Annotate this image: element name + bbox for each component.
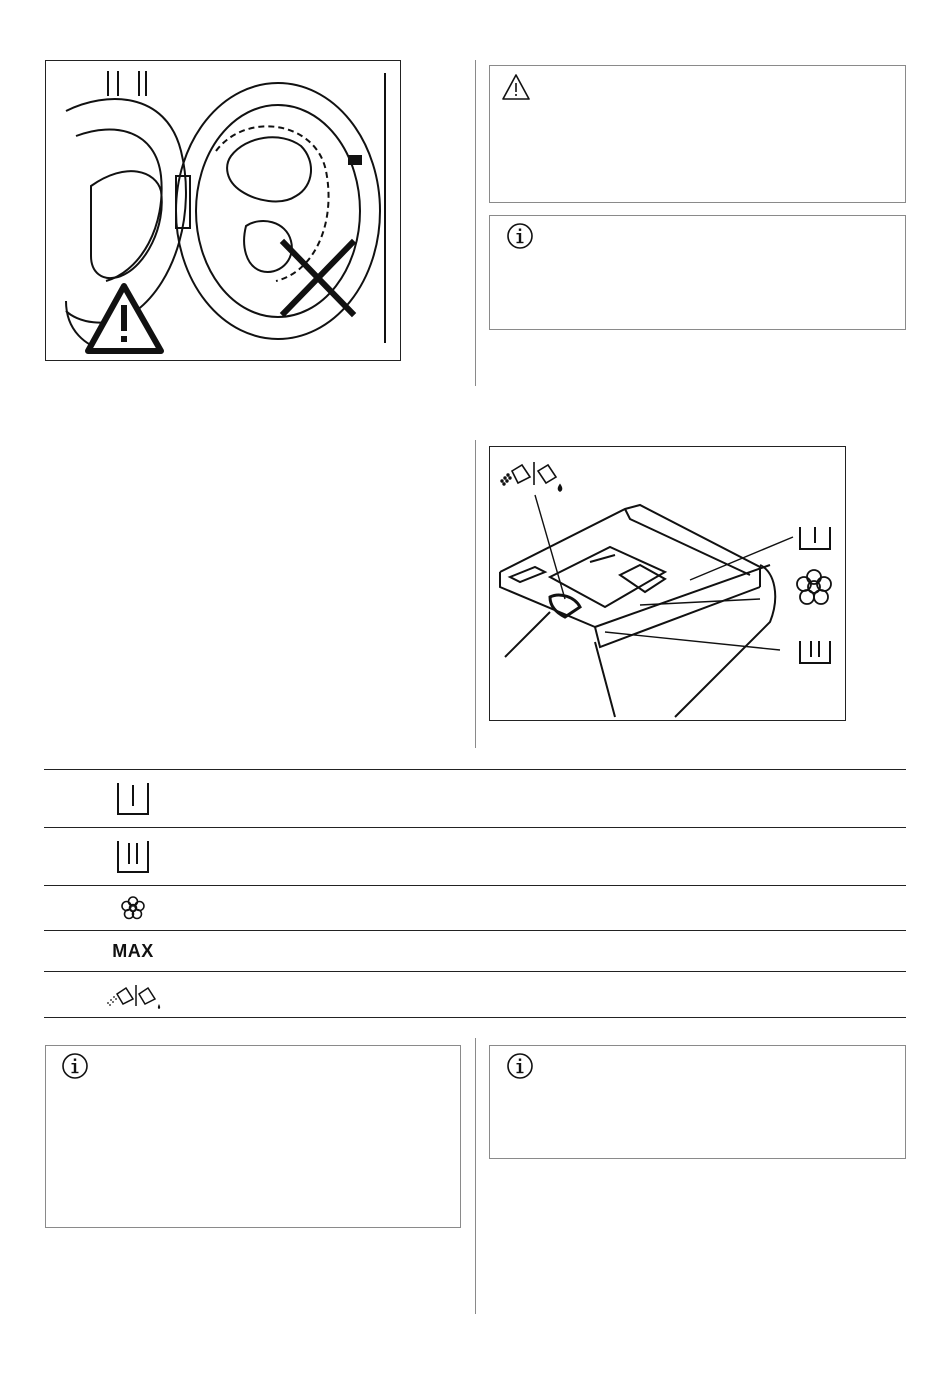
dispenser-figure bbox=[489, 446, 846, 721]
info-icon bbox=[61, 1052, 89, 1080]
compartment-II-icon bbox=[115, 837, 151, 875]
door-warning-figure bbox=[45, 60, 401, 361]
compartment-I-icon bbox=[115, 779, 151, 817]
column-divider-top bbox=[475, 60, 476, 386]
powder-liquid-icon bbox=[501, 462, 561, 491]
table-rule bbox=[44, 827, 906, 828]
main-wash-compartment-icon bbox=[800, 641, 830, 663]
door-illustration bbox=[46, 61, 401, 361]
prewash-compartment-icon bbox=[800, 527, 830, 549]
flower-icon bbox=[120, 895, 146, 921]
warning-triangle-icon bbox=[500, 72, 532, 102]
table-rule bbox=[44, 1017, 906, 1018]
warning-triangle-icon bbox=[88, 286, 161, 351]
table-rule bbox=[44, 971, 906, 972]
table-rule bbox=[44, 769, 906, 770]
table-rule bbox=[44, 930, 906, 931]
info-notice bbox=[45, 1045, 461, 1228]
table-rule bbox=[44, 885, 906, 886]
powder-liquid-flap-icon bbox=[103, 980, 163, 1010]
info-icon bbox=[506, 1052, 534, 1080]
column-divider-bottom bbox=[475, 1038, 476, 1314]
softener-compartment-icon bbox=[797, 570, 831, 604]
info-icon bbox=[506, 222, 534, 250]
dispenser-illustration bbox=[490, 447, 846, 721]
column-divider-middle bbox=[475, 440, 476, 748]
max-label: MAX bbox=[112, 940, 154, 961]
warning-notice bbox=[489, 65, 906, 203]
info-notice bbox=[489, 215, 906, 330]
info-notice bbox=[489, 1045, 906, 1159]
